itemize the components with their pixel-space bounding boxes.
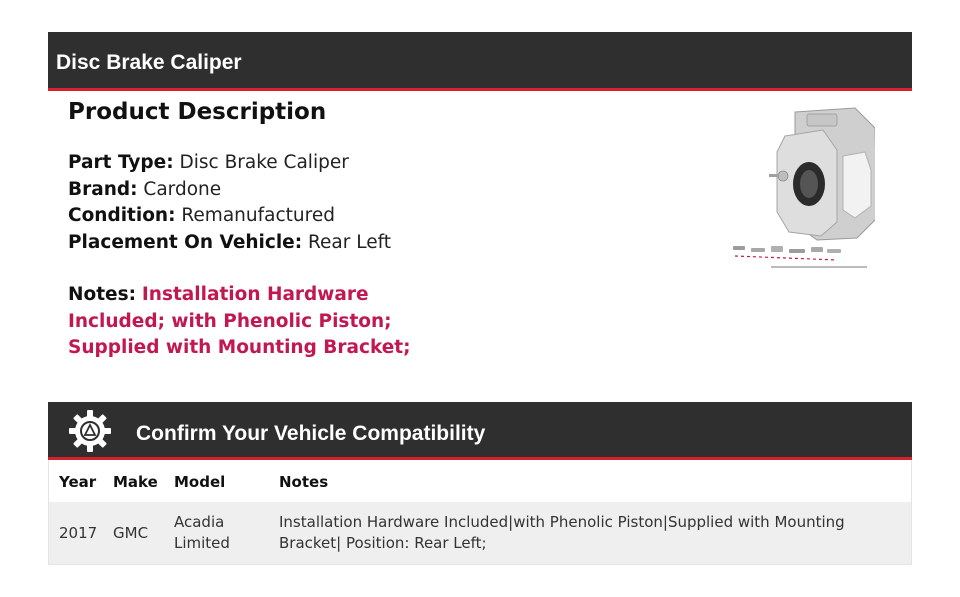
cell-notes: Installation Hardware Included|with Phenolic Piston|Supplied with Mounting Bracket| Position: Rear Left; [279, 513, 845, 552]
spec-row-brand [68, 177, 708, 204]
spec-value: Disc Brake Caliper [179, 152, 349, 173]
product-notes [68, 282, 448, 362]
spec-row-placement [68, 230, 708, 257]
spec-value: Rear Left [308, 231, 392, 253]
table-row [49, 502, 911, 564]
spec-list [68, 150, 708, 256]
table-header-row [49, 460, 911, 502]
product-description [68, 96, 708, 362]
spec-label: Condition: [68, 205, 176, 226]
gear-icon [68, 409, 112, 453]
column-header-make: Make [113, 473, 158, 491]
cell-make: GMC [113, 524, 149, 542]
product-title-bar [48, 32, 912, 91]
spec-value: Cardone [143, 178, 222, 200]
compatibility-bar [48, 402, 912, 460]
spec-label: Placement On Vehicle: [68, 231, 303, 253]
cell-year: 2017 [59, 524, 98, 542]
brake-caliper-image [725, 100, 875, 275]
description-heading: Product Description [68, 99, 327, 125]
spec-label: Brand: [68, 178, 138, 200]
spec-value: Remanufactured [181, 205, 335, 226]
notes-label: Notes: [68, 284, 136, 305]
column-header-notes: Notes [279, 473, 329, 491]
spec-row-part-type [68, 150, 708, 177]
product-title: Disc Brake Caliper [56, 51, 242, 74]
spec-label: Part Type: [68, 152, 174, 173]
compatibility-title: Confirm Your Vehicle Compatibility [136, 422, 486, 445]
column-header-model: Model [174, 473, 226, 491]
notes-value: Installation Hardware Included; with Phenolic Piston; Supplied with Mounting Bracket; [68, 284, 411, 358]
cell-model: Acadia Limited [174, 513, 230, 552]
compatibility-table [48, 460, 912, 565]
spec-row-condition [68, 203, 708, 230]
column-header-year: Year [59, 473, 97, 491]
